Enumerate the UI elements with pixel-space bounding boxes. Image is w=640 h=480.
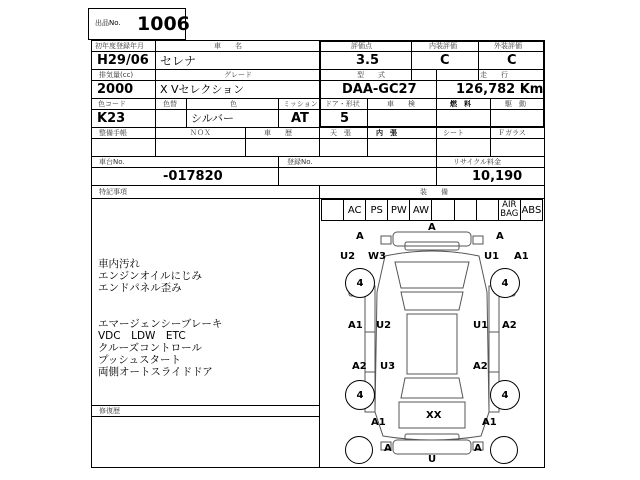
wheel-center-right: 4 (490, 380, 520, 410)
history-label: 車 歴 (264, 129, 292, 137)
equipment-airbag: AIR BAG (499, 200, 521, 220)
maintenance-label: 整備手帳 (99, 129, 127, 137)
lot-number-box (88, 8, 190, 40)
transmission-value: AT (291, 111, 309, 126)
color-code-label: 色コード (98, 100, 126, 108)
chassis-value: -017820 (163, 169, 223, 184)
mark-u3: U3 (380, 361, 396, 372)
wheel-front-right: 4 (490, 268, 520, 298)
exterior-score-value: C (507, 53, 517, 68)
color-value: シルバー (191, 112, 234, 125)
mark-a-left-bottom: A (384, 443, 392, 454)
note-line (98, 306, 222, 318)
displacement-value: 2000 (97, 82, 134, 97)
equipment-ac: AC (344, 200, 366, 220)
first-reg-value: H29/06 (97, 53, 149, 68)
mark-u1-front-right: U1 (484, 251, 500, 262)
color-label: 色 (230, 100, 237, 108)
mark-w3: W3 (368, 251, 386, 262)
mark-u-bottom: U (428, 454, 437, 465)
note-line (98, 294, 222, 306)
mark-u2-front-left: U2 (340, 251, 356, 262)
interior-score-value: C (440, 53, 450, 68)
equipment-grid (321, 199, 543, 221)
mark-a2-left-low: A2 (352, 361, 367, 372)
note-line: 両側オートスライドドア (98, 366, 213, 378)
model-value: DAA-GC27 (342, 82, 417, 97)
equipment-cell (432, 200, 454, 220)
equipment-pw: PW (388, 200, 410, 220)
equipment-cell (322, 200, 344, 220)
note-line: クルーズコントロール (98, 342, 202, 354)
car-name-value: セレナ (160, 54, 197, 68)
exterior-score-label: 外装評価 (494, 42, 522, 50)
mark-a1-front-right: A1 (514, 251, 529, 262)
color-code-value: K23 (97, 111, 126, 126)
car-name-label: 車 名 (214, 42, 242, 50)
note-line: プッシュスタート (98, 354, 182, 366)
chassis-label: 車台No. (99, 158, 125, 166)
mark-top-a: A (428, 222, 436, 233)
spare-wheel-left (345, 436, 373, 464)
notes-label: 特記事項 (99, 188, 127, 196)
wheel-front-left: 4 (345, 268, 375, 298)
equipment-aw: AW (410, 200, 432, 220)
note-line: エンドパネル歪み (98, 282, 182, 294)
lot-number-label: 出品No. (95, 19, 121, 27)
interior-panel-label: 内 張 (376, 129, 397, 137)
doors-value: 5 (340, 111, 350, 126)
model-label: 型 式 (357, 71, 385, 79)
fuel-label: 燃 料 (450, 100, 471, 108)
spare-wheel-right (490, 436, 518, 464)
equipment-ps: PS (366, 200, 388, 220)
wheel-center-left: 4 (345, 380, 375, 410)
mark-u2-left-mid: U2 (376, 320, 392, 331)
nox-label: ＮＯＸ (190, 129, 211, 137)
sunroof-label: 天 張 (330, 129, 351, 137)
registration-label: 登録No. (287, 158, 313, 166)
lot-number: 1006 (137, 13, 190, 35)
interior-score-label: 内装評価 (429, 42, 457, 50)
drive-label: 駆 動 (505, 100, 526, 108)
doors-label: ドア・形状 (325, 100, 360, 108)
note-line: エンジンオイルにじみ (98, 270, 202, 282)
mark-a1-right-bottom: A1 (482, 417, 497, 428)
mark-a1-left-mid: A1 (348, 320, 363, 331)
mark-a-right-bottom: A (474, 443, 482, 454)
equipment-abs: ABS (521, 204, 542, 216)
mileage-label: 走 行 (480, 71, 508, 79)
note-line: 車内汚れ (98, 258, 140, 270)
score-value: 3.5 (356, 53, 380, 68)
mileage-value: 126,782 Km (456, 82, 544, 97)
color-change-label: 色替 (163, 100, 177, 108)
mark-top-left-a: A (356, 231, 364, 242)
equipment-cell (477, 200, 499, 220)
mark-a2-right-low: A2 (473, 361, 488, 372)
grade-value: X Vセレクション (160, 83, 245, 96)
first-reg-label: 初年度登録年月 (95, 42, 144, 50)
recycle-value: 10,190 (472, 169, 523, 184)
seat-label: シート (443, 129, 464, 137)
repair-history-label: 修復歴 (99, 407, 120, 415)
equipment-label: 装 備 (420, 188, 448, 196)
transmission-label: ミッション (283, 100, 318, 108)
mark-xx: XX (426, 410, 442, 421)
vehicle-inspection-label: 車 検 (387, 100, 415, 108)
grade-label: グレード (224, 71, 252, 79)
note-line: VDC LDW ETC (98, 330, 186, 342)
displacement-label: 排気量(cc) (99, 71, 134, 79)
mark-top-right-a: A (496, 231, 504, 242)
glass-label: Ｆガラス (498, 129, 526, 137)
recycle-label: リサイクル料金 (453, 158, 502, 166)
mark-a2-right-mid: A2 (502, 320, 517, 331)
mark-u1-right-mid: U1 (473, 320, 489, 331)
mark-a1-left-bottom: A1 (371, 417, 386, 428)
notes-list (98, 258, 222, 378)
note-line: エマージェンシーブレーキ (98, 318, 223, 330)
equipment-cell (455, 200, 477, 220)
score-label: 評価点 (351, 42, 372, 50)
